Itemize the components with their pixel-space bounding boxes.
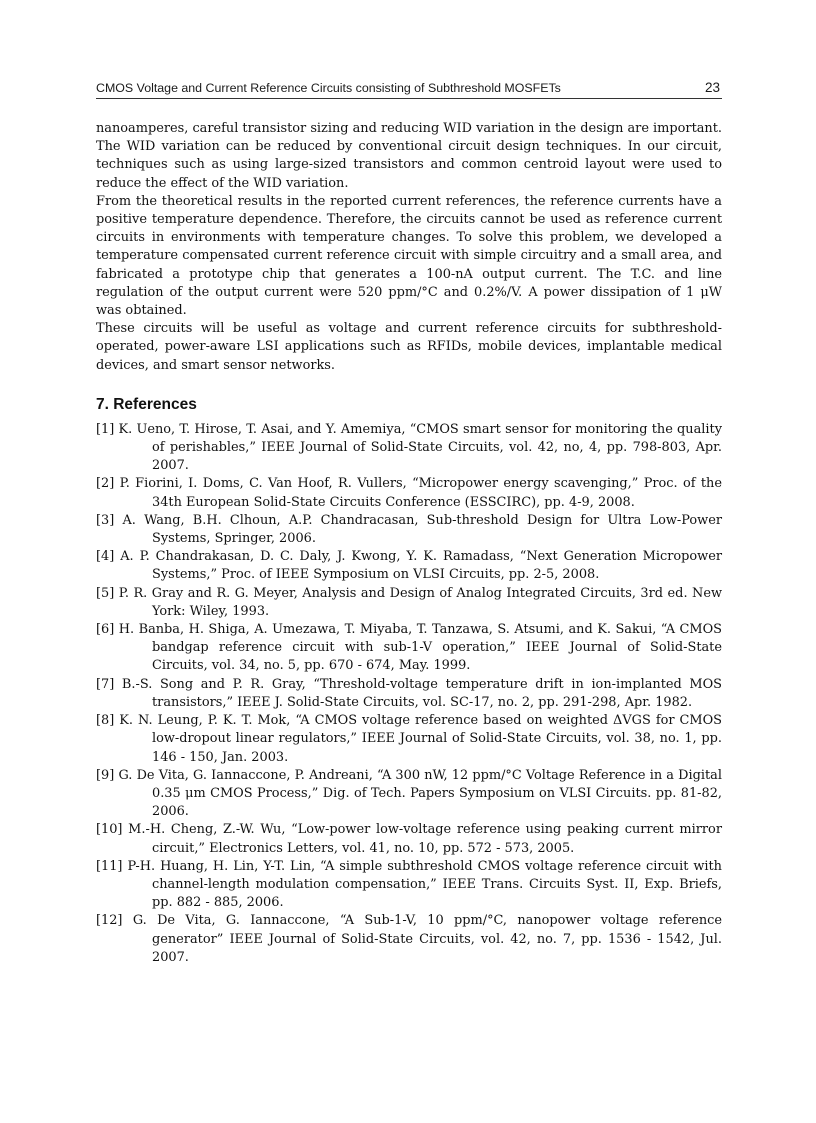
reference-number: [4] <box>96 549 115 565</box>
reference-text: G. De Vita, G. Iannaccone, P. Andreani, “A 300 nW, 12 ppm/°C Voltage Reference in a Digital 0.35 μm CMOS Process,” Dig. of Tech. Papers Symposium on VLSI Circuits. pp. 81-82, 2006. <box>118 767 722 820</box>
paragraph: These circuits will be useful as voltage and current reference circuits for subthreshold-operated, power-aware LSI applications such as RFIDs, mobile devices, implantable medical devices, and smart sensor networks. <box>96 321 722 373</box>
reference-item <box>96 585 722 621</box>
reference-item <box>96 858 722 913</box>
reference-text: B.-S. Song and P. R. Gray, “Threshold-voltage temperature drift in ion-implanted MOS transistors,” IEEE J. Solid-State Circuits, vol. SC-17, no. 2, pp. 291-298, Apr. 1982. <box>121 676 722 710</box>
reference-number: [1] <box>96 421 115 437</box>
reference-item <box>96 548 722 584</box>
reference-number: [7] <box>96 676 115 692</box>
reference-number: [3] <box>96 512 115 528</box>
conclusion-text <box>96 120 722 375</box>
reference-text: G. De Vita, G. Iannaccone, “A Sub-1-V, 10 ppm/°C, nanopower voltage reference generator” IEEE Journal of Solid-State Circuits, vol. 42, no. 7, pp. 1536 - 1542, Jul. 2007. <box>132 913 722 965</box>
reference-text: A. Wang, B.H. Clhoun, A.P. Chandracasan, Sub-threshold Design for Ultra Low-Power Systems, Springer, 2006. <box>122 512 722 547</box>
reference-item <box>96 712 722 767</box>
section-heading: 7. References <box>96 395 197 413</box>
reference-item <box>96 475 722 511</box>
reference-number: [11] <box>96 858 123 874</box>
reference-text: P. R. Gray and R. G. Meyer, Analysis and Design of Analog Integrated Circuits, 3rd ed. New York: Wiley, 1993. <box>118 585 722 619</box>
reference-text: A. P. Chandrakasan, D. C. Daly, J. Kwong, Y. K. Ramadass, “Next Generation Micropower Systems,” Proc. of IEEE Symposium on VLSI Circuits, pp. 2-5, 2008. <box>120 549 722 583</box>
reference-text: K. N. Leung, P. K. T. Mok, “A CMOS voltage reference based on weighted ΔVGS for CMOS low-dropout linear regulators,” IEEE Journal of Solid-State Circuits, vol. 38, no. 1, pp. 146 - 150, Jan. 2003. <box>119 713 722 765</box>
reference-item <box>96 676 722 712</box>
reference-text: P-H. Huang, H. Lin, Y-T. Lin, “A simple subthreshold CMOS voltage reference circuit with channel-length modulation compensation,” IEEE Trans. Circuits Syst. II, Exp. Briefs, pp. 882 - 885, 2006. <box>127 858 722 911</box>
reference-item <box>96 621 722 676</box>
reference-item <box>96 512 722 548</box>
running-title: CMOS Voltage and Current Reference Circuits consisting of Subthreshold MOSFETs <box>96 81 561 95</box>
reference-number: [2] <box>96 476 115 492</box>
reference-item <box>96 421 722 476</box>
reference-number: [9] <box>96 767 115 783</box>
reference-number: [5] <box>96 585 115 601</box>
page <box>96 80 722 967</box>
reference-text: M.-H. Cheng, Z.-W. Wu, “Low-power low-voltage reference using peaking current mirror circuit,” Electronics Letters, vol. 41, no. 10, pp. 572 - 573, 2005. <box>128 822 722 856</box>
page-number: 23 <box>704 80 720 95</box>
paragraph: nanoamperes, careful transistor sizing and reducing WID variation in the design are important. The WID variation can be reduced by conventional circuit design techniques. In our circuit, techniques such as using large-sized transistors and common centroid layout were used to reduce the effect of the WID variation. <box>96 121 723 191</box>
reference-item <box>96 767 722 822</box>
reference-number: [6] <box>96 622 115 638</box>
paragraph: From the theoretical results in the reported current references, the reference currents have a positive temperature dependence. Therefore, the circuits cannot be used as reference current circuits in environments with temperature changes. To solve this problem, we developed a temperature compensated current reference circuit with simple circuitry and a small area, and fabricated a prototype chip that generates a 100-nA output current. The T.C. and line regulation of the output current were 520 ppm/°C and 0.2%/V. A power dissipation of 1 μW was obtained. <box>96 193 722 319</box>
reference-text: P. Fiorini, I. Doms, C. Van Hoof, R. Vullers, “Micropower energy scavenging,” Proc. of the 34th European Solid-State Circuits Conference (ESSCIRC), pp. 4-9, 2008. <box>119 476 722 510</box>
reference-list <box>96 421 722 967</box>
running-header <box>96 80 722 99</box>
reference-item <box>96 912 722 967</box>
reference-text: K. Ueno, T. Hirose, T. Asai, and Y. Amemiya, “CMOS smart sensor for monitoring the quality of perishables,” IEEE Journal of Solid-State Circuits, vol. 42, no, 4, pp. 798-803, Apr. 2007. <box>118 421 722 474</box>
reference-text: H. Banba, H. Shiga, A. Umezawa, T. Miyaba, T. Tanzawa, S. Atsumi, and K. Sakui, “A CMOS bandgap reference circuit with sub-1-V operation,” IEEE Journal of Solid-State Circuits, vol. 34, no. 5, pp. 670 - 674, May. 1999. <box>118 622 722 674</box>
reference-item <box>96 821 722 857</box>
reference-number: [10] <box>96 822 123 838</box>
reference-number: [12] <box>96 913 123 929</box>
reference-number: [8] <box>96 713 115 729</box>
